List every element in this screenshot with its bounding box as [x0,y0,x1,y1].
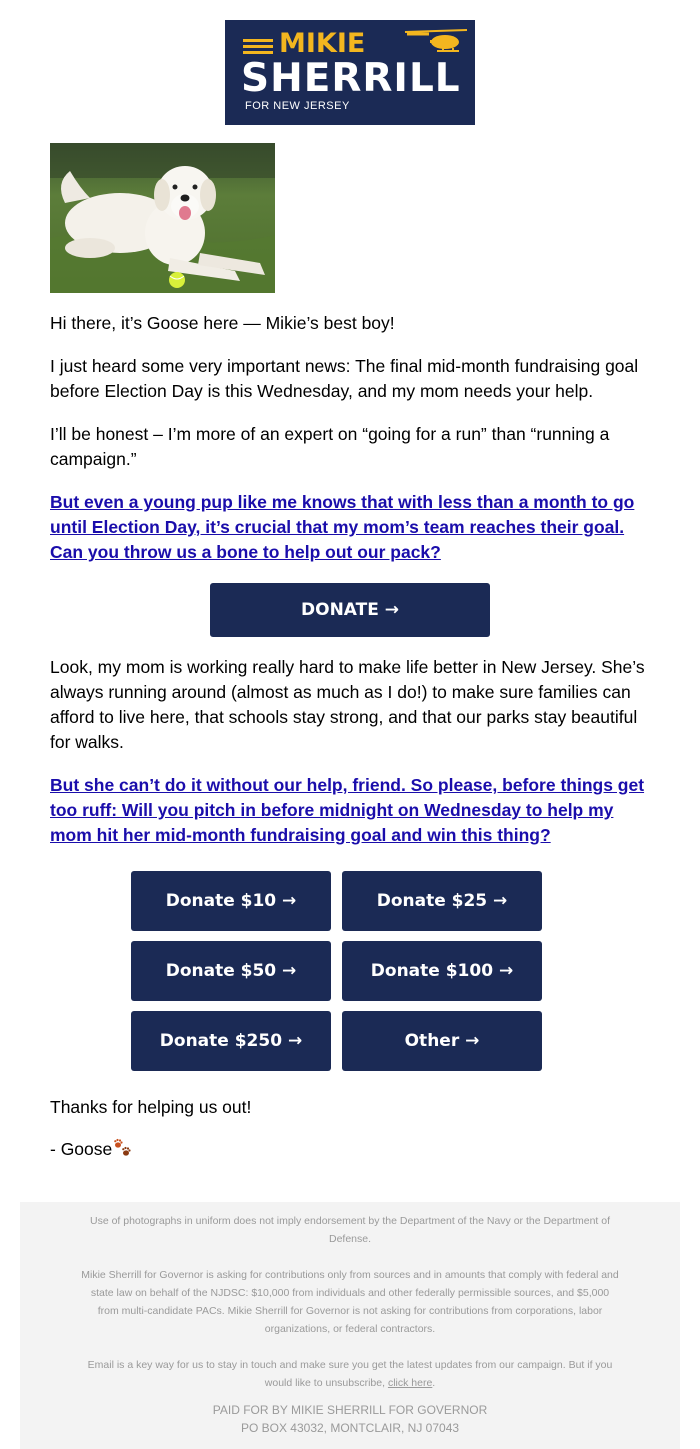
donate-50-button[interactable]: Donate $50 → [131,941,331,1001]
footer [20,1202,680,1449]
footer-disclaimer-uniform: Use of photographs in uniform does not imply endorsement by the Department of the Navy or the Department of Defense. [89,1215,611,1245]
paragraph-mom: Look, my mom is working really hard to make life better in New Jersey. She’s always running around (almost as much as I do!) to make sure families can afford to live here, that schools stay strong, and that our parks stay beautiful for walks. [50,657,645,752]
donate-100-button[interactable]: Donate $100 → [342,941,542,1001]
logo-line1: MIKIE [279,28,366,59]
donate-25-button[interactable]: Donate $25 → [342,871,542,931]
footer-disclaimer-contributions: Mikie Sherrill for Governor is asking for contributions only from sources and in amounts that comply with federal and state law on behalf of the NJDSC: $10,000 from individuals and other federally permissible sources, and $5,000 from multi-candidate PACs. Mikie Sherrill for Governor is not asking for contributions from corporations, labor organizations, or federal contractors. [81,1269,619,1335]
footer-address: PO BOX 43032, MONTCLAIR, NJ 07043 [240,1421,460,1435]
signoff [50,1137,250,1162]
dog-photo [50,143,275,293]
footer-unsubscribe-end: . [432,1377,436,1389]
donate-10-button[interactable]: Donate $10 → [131,871,331,931]
donate-appeal-link-2[interactable]: But she can’t do it without our help, friend. So please, before things get too ruff: Will you pitch in before midnight on Wednesday to help my mom hit her mid-month fundraising goal and win this thing? [50,775,645,845]
footer-unsubscribe [80,1356,620,1392]
footer-unsubscribe-text: Email is a key way for us to stay in touch and make sure you get the latest updates from our campaign. But if you would like to unsubscribe, [87,1359,613,1389]
donate-main-button[interactable]: DONATE → [210,583,490,637]
thanks-text: Thanks for helping us out! [50,1097,252,1117]
helicopter-icon [397,26,472,56]
donate-other-button[interactable]: Other → [342,1011,542,1071]
campaign-logo [225,20,475,125]
unsubscribe-link[interactable]: click here [387,1377,433,1389]
donate-appeal-link-1[interactable]: But even a young pup like me knows that with less than a month to go until Election Day, it’s crucial that my mom’s team reaches their goal. Can you throw us a bone to help out our pack? [50,492,635,562]
footer-paid-for: PAID FOR BY MIKIE SHERRILL FOR GOVERNOR [212,1403,488,1417]
logo-line3: FOR NEW JERSEY [245,100,350,112]
paragraph-news: I just heard some very important news: The final mid-month fundraising goal before Election Day is this Wednesday, and my mom needs your help. [50,356,639,401]
donate-250-button[interactable]: Donate $250 → [131,1011,331,1071]
logo-line2: SHERRILL [241,56,461,101]
paragraph-honest: I’ll be honest – I’m more of an expert on “going for a run” than “running a campaign.” [50,424,610,469]
signoff-text: - Goose [50,1139,113,1159]
paw-prints-icon [112,1139,134,1159]
logo-stripes-left [243,39,273,57]
greeting-text: Hi there, it’s Goose here — Mikie’s best boy! [50,313,395,333]
